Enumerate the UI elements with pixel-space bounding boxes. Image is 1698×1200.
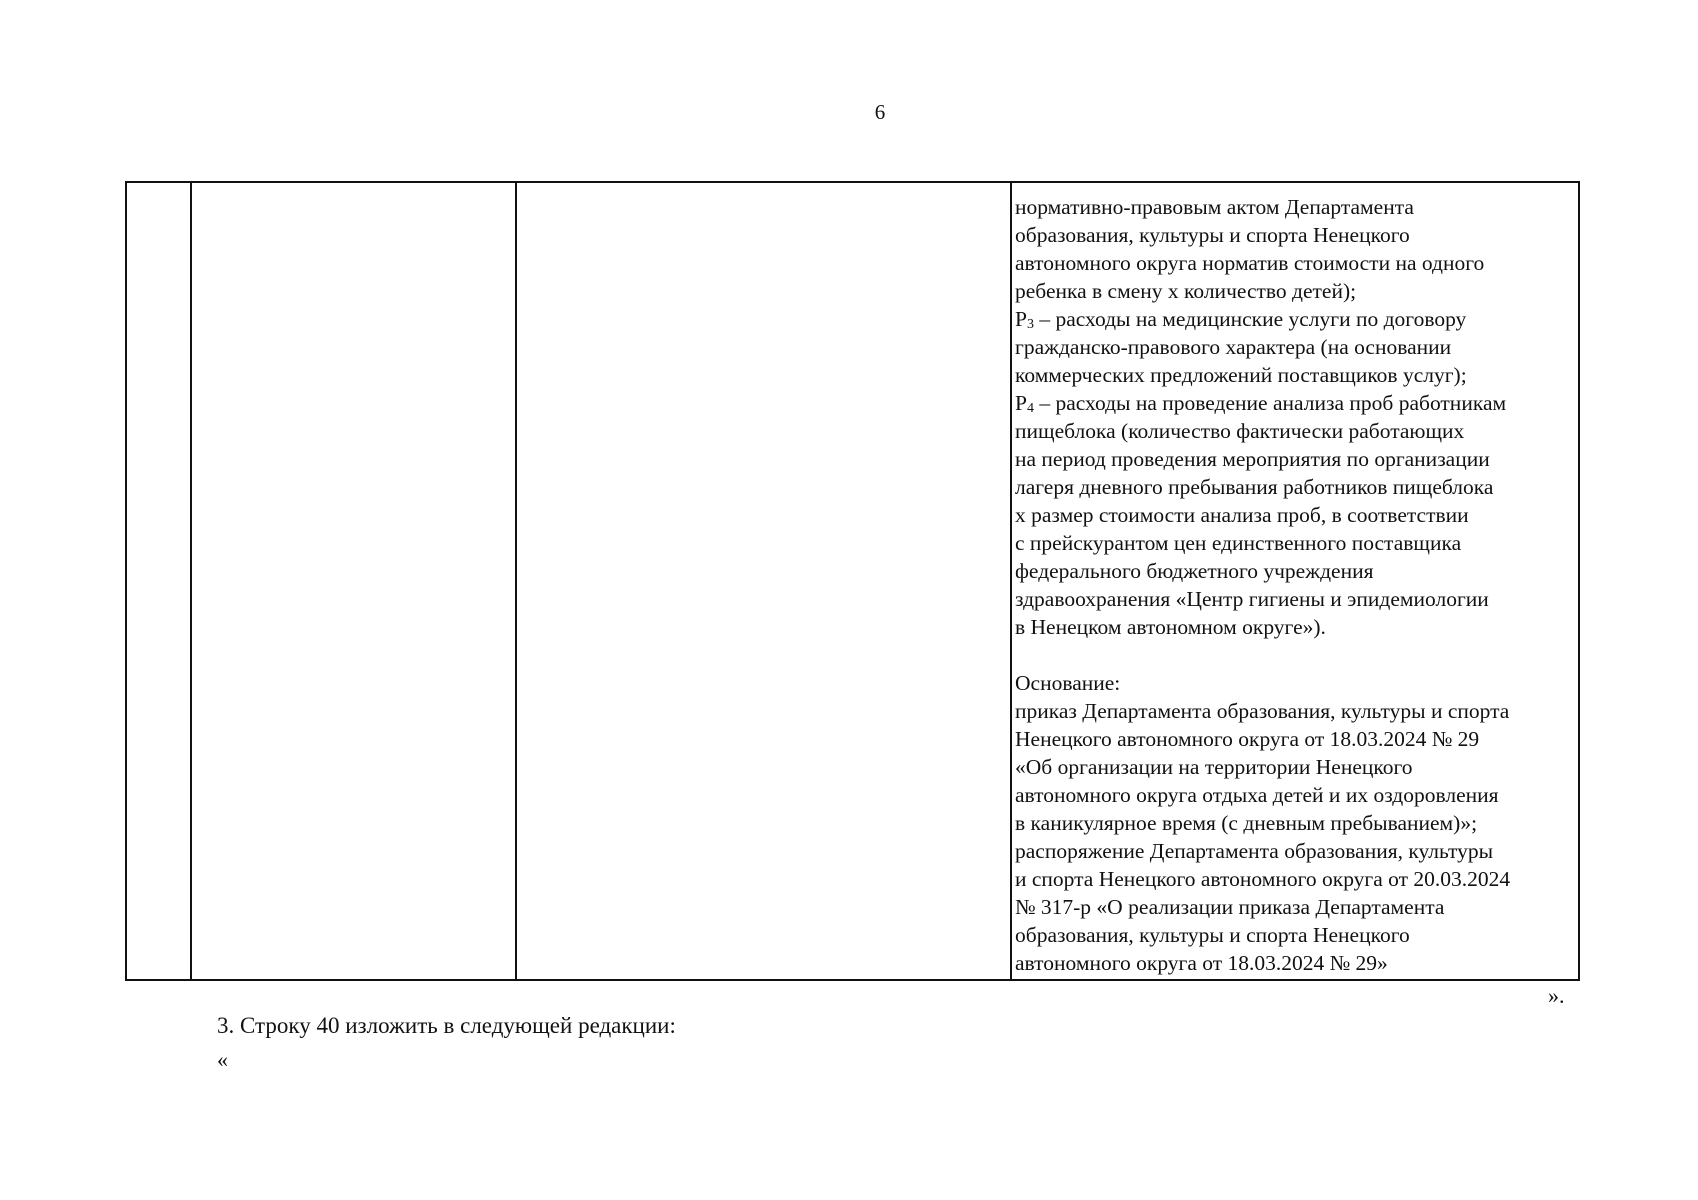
variable-symbol: Р: [1015, 391, 1027, 415]
blank-line: [1015, 641, 1575, 669]
cell-text-line: х размер стоимости анализа проб, в соответствии: [1015, 503, 1469, 527]
table-column-divider: [515, 183, 517, 979]
cell-text-line: образования, культуры и спорта Ненецкого: [1015, 223, 1410, 247]
cell-text-line: пищеблока (количество фактически работающих: [1015, 419, 1465, 443]
variable-subscript: 4: [1026, 401, 1034, 416]
cell-text-line: приказ Департамента образования, культуры и спорта: [1015, 699, 1510, 723]
table-cell-description: [1015, 193, 1575, 977]
variable-subscript: 3: [1026, 317, 1034, 332]
variable-description: – расходы на проведение анализа проб работникам: [1033, 391, 1507, 415]
page-number: 6: [874, 100, 886, 124]
cell-text-line: Основание:: [1015, 671, 1121, 695]
cell-text-line: лагеря дневного пребывания работников пищеблока: [1015, 475, 1494, 499]
cell-text-line: с прейскурантом цен единственного поставщика: [1015, 531, 1462, 555]
cell-text-line: автономного округа норматив стоимости на одного: [1015, 251, 1485, 275]
variable-description: – расходы на медицинские услуги по договору: [1033, 307, 1467, 331]
cell-text-line: автономного округа отдыха детей и их оздоровления: [1015, 783, 1499, 807]
cell-text-line: коммерческих предложений поставщиков услуг);: [1015, 363, 1467, 387]
cell-text-line: гражданско-правового характера (на основании: [1015, 335, 1452, 359]
table-column-divider: [1010, 183, 1012, 979]
cell-text-line: в Ненецком автономном округе»).: [1015, 615, 1326, 639]
table-column-divider: [190, 183, 192, 979]
closing-quote: ».: [1548, 983, 1565, 1008]
cell-text-line: № 317-р «О реализации приказа Департамента: [1015, 895, 1445, 919]
instruction-text: 3. Строку 40 изложить в следующей редакции:: [217, 1013, 676, 1038]
cell-text-line: ребенка в смену х количество детей);: [1015, 279, 1357, 303]
cell-text-line: и спорта Ненецкого автономного округа от 20.03.2024: [1015, 867, 1511, 891]
cell-text-line: здравоохранения «Центр гигиены и эпидемиологии: [1015, 587, 1489, 611]
cell-text-line: федерального бюджетного учреждения: [1015, 559, 1374, 583]
cell-text-line: Ненецкого автономного округа от 18.03.2024 № 29: [1015, 727, 1480, 751]
variable-symbol: Р: [1015, 307, 1027, 331]
cell-text-line: автономного округа от 18.03.2024 № 29»: [1015, 951, 1388, 975]
cell-text-line: образования, культуры и спорта Ненецкого: [1015, 923, 1410, 947]
cell-text-line: на период проведения мероприятия по организации: [1015, 447, 1490, 471]
opening-quote: «: [217, 1047, 228, 1072]
amendment-table: [125, 181, 1580, 981]
formula-variable-line: [1015, 389, 1575, 417]
cell-text-line: нормативно-правовым актом Департамента: [1015, 195, 1414, 219]
formula-variable-line: [1015, 305, 1575, 333]
cell-text-line: распоряжение Департамента образования, культуры: [1015, 839, 1494, 863]
cell-text-line: в каникулярное время (с дневным пребыванием)»;: [1015, 811, 1478, 835]
cell-text-line: «Об организации на территории Ненецкого: [1015, 755, 1413, 779]
